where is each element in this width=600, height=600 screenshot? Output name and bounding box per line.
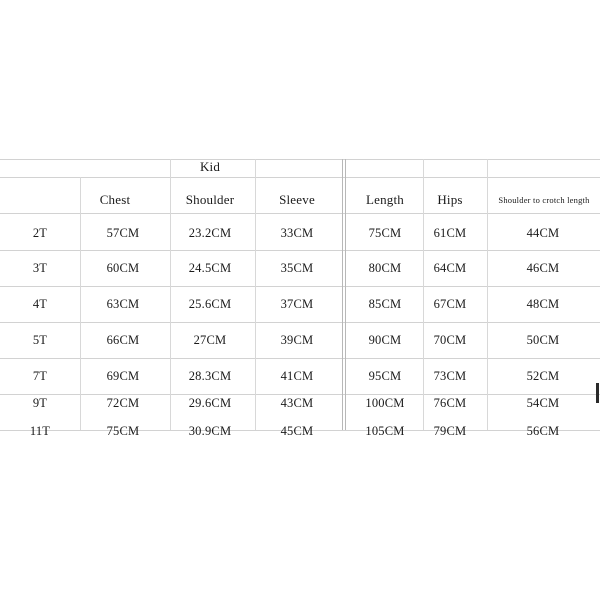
table-cell-chest: 60CM	[106, 261, 140, 275]
table-cell-chest: 66CM	[106, 333, 140, 347]
row-rule	[0, 322, 600, 323]
table-cell-hips: 64CM	[433, 261, 467, 275]
row-rule	[0, 177, 600, 178]
row-rule	[0, 358, 600, 359]
table-cell-sleeve: 41CM	[280, 369, 314, 383]
table-cell-shoulder: 25.6CM	[188, 297, 232, 311]
table-cell-length: 100CM	[365, 396, 405, 410]
edge-marker	[596, 383, 599, 403]
table-cell-length: 75CM	[368, 226, 402, 240]
column-rule	[80, 177, 81, 430]
table-cell-shoulder-to-crotch: 46CM	[526, 261, 560, 275]
table-cell-shoulder-to-crotch: 56CM	[526, 424, 560, 438]
table-cell-chest: 75CM	[106, 424, 140, 438]
table-cell-chest: 63CM	[106, 297, 140, 311]
table-cell-length: 90CM	[368, 333, 402, 347]
table-cell-sleeve: 33CM	[280, 226, 314, 240]
table-cell-length: 95CM	[368, 369, 402, 383]
row-rule	[0, 250, 600, 251]
table-cell-chest: 57CM	[106, 226, 140, 240]
header-length: Length	[365, 192, 405, 207]
table-cell-shoulder-to-crotch: 44CM	[526, 226, 560, 240]
row-rule	[0, 286, 600, 287]
header-sleeve: Sleeve	[279, 192, 315, 207]
table-cell-sleeve: 45CM	[280, 424, 314, 438]
table-cell-shoulder: 23.2CM	[188, 226, 232, 240]
column-rule	[342, 159, 343, 430]
row-rule	[0, 159, 600, 160]
size-label: 7T	[32, 369, 48, 383]
table-cell-sleeve: 39CM	[280, 333, 314, 347]
size-label: 5T	[32, 333, 48, 347]
size-label: 2T	[32, 226, 48, 240]
size-label: 4T	[32, 297, 48, 311]
table-cell-sleeve: 37CM	[280, 297, 314, 311]
table-cell-hips: 76CM	[433, 396, 467, 410]
table-cell-chest: 72CM	[106, 396, 140, 410]
table-title: Kid	[199, 159, 221, 174]
table-cell-length: 80CM	[368, 261, 402, 275]
table-cell-chest: 69CM	[106, 369, 140, 383]
table-cell-length: 85CM	[368, 297, 402, 311]
table-cell-shoulder: 30.9CM	[188, 424, 232, 438]
table-cell-hips: 70CM	[433, 333, 467, 347]
table-cell-shoulder: 24.5CM	[188, 261, 232, 275]
table-cell-hips: 73CM	[433, 369, 467, 383]
header-shoulder-to-crotch-length: Shoulder to crotch length	[498, 195, 590, 205]
table-cell-hips: 67CM	[433, 297, 467, 311]
column-rule	[255, 159, 256, 430]
table-cell-sleeve: 35CM	[280, 261, 314, 275]
size-label: 9T	[32, 396, 48, 410]
header-chest: Chest	[99, 192, 131, 207]
header-hips: Hips	[437, 192, 463, 207]
table-cell-shoulder: 29.6CM	[188, 396, 232, 410]
table-cell-hips: 61CM	[433, 226, 467, 240]
table-cell-hips: 79CM	[433, 424, 467, 438]
row-rule	[0, 213, 600, 214]
table-cell-shoulder-to-crotch: 48CM	[526, 297, 560, 311]
table-cell-shoulder-to-crotch: 50CM	[526, 333, 560, 347]
size-label: 11T	[29, 424, 51, 438]
table-cell-shoulder-to-crotch: 52CM	[526, 369, 560, 383]
table-cell-sleeve: 43CM	[280, 396, 314, 410]
table-cell-shoulder: 28.3CM	[188, 369, 232, 383]
table-cell-shoulder: 27CM	[193, 333, 227, 347]
size-label: 3T	[32, 261, 48, 275]
table-cell-length: 105CM	[365, 424, 405, 438]
table-cell-shoulder-to-crotch: 54CM	[526, 396, 560, 410]
header-shoulder: Shoulder	[185, 192, 235, 207]
